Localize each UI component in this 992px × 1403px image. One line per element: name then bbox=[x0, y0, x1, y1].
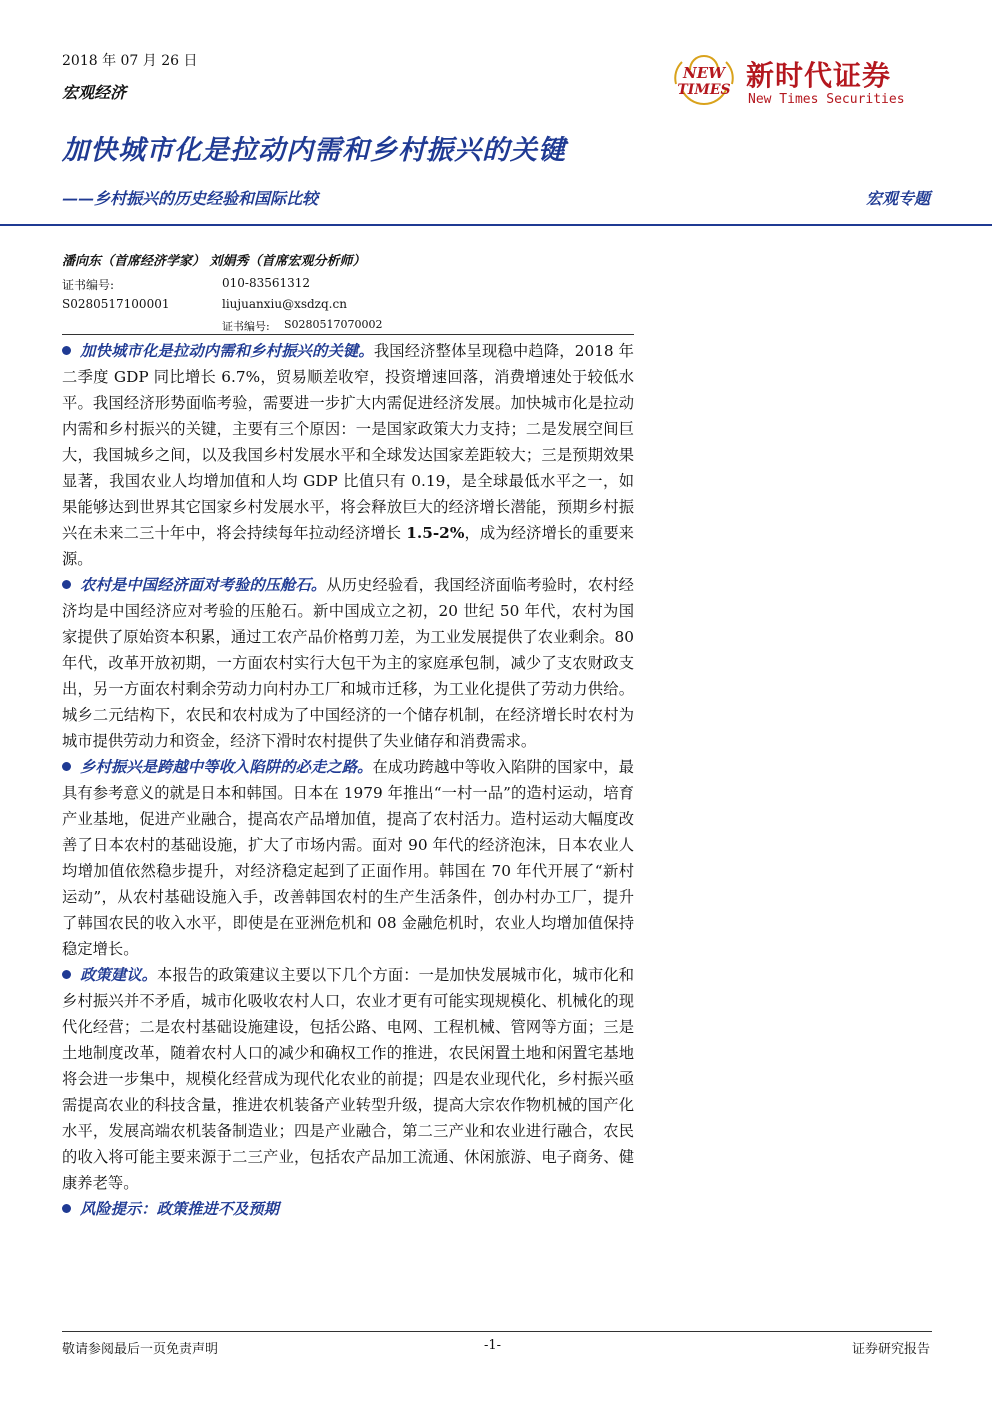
page-number: -1- bbox=[484, 1338, 502, 1353]
section-emphasis: 1.5-2% bbox=[406, 524, 465, 542]
section-text: 本报告的政策建议主要以下几个方面：一是加快发展城市化，城市化和乡村振兴并不矛盾，城市化吸收农村人口，农业才更有可能实现规模化、机械化的现代化经营；二是农村基础设施建设，包括公路、电网、工程机械、管网等方面；三是土地制度改革，随着农村人口的减少和确权工作的推进，农民闲置土地和闲置宅基地将会进一步集中，规模化经营成为现代化农业的前提；四是农业现代化，乡村振兴亟需提高农业的科技含量，推进农机装备产业转型升级，提高大宗农作物机械的国产化水平，发展高端农机装备制造业；四是产业融合，第二三产业和农业进行融合，农民的收入将可能主要来源于二三产业，包括农产品加工流通、休闲旅游、电子商务、健康养老等。 bbox=[62, 966, 634, 1192]
page-subtitle: ——乡村振兴的历史经验和国际比较 bbox=[62, 189, 319, 208]
summary-section-1 bbox=[62, 338, 634, 572]
bullet-icon bbox=[62, 1204, 71, 1213]
logo-mark-text-1: NEW bbox=[683, 64, 725, 82]
analyst-names: 潘向东（首席经济学家） 刘娟秀（首席宏观分析师） bbox=[62, 254, 366, 269]
report-date: 2018 年 07 月 26 日 bbox=[62, 53, 198, 69]
bullet-icon bbox=[62, 346, 71, 355]
section-lead: 乡村振兴是跨越中等收入陷阱的必走之路。 bbox=[80, 758, 373, 776]
cert-number-1: S0280517100001 bbox=[62, 297, 170, 311]
report-category: 宏观经济 bbox=[62, 83, 127, 102]
page-title: 加快城市化是拉动内需和乡村振兴的关键 bbox=[62, 135, 566, 166]
new-times-logo-icon bbox=[668, 52, 740, 108]
bullet-icon bbox=[62, 580, 71, 589]
summary-section-4 bbox=[62, 962, 634, 1196]
cert-number-2: S0280517070002 bbox=[284, 318, 383, 331]
section-text: 我国经济整体呈现稳中趋降，2018 年二季度 GDP 同比增长 6.7%，贸易顺差收窄，投资增速回落，消费增速处于较低水平。我国经济形势面临考验，需要进一步扩大内需促进经济发展。加快城市化是拉动内需和乡村振兴的关键，主要有三个原因：一是国家政策大力支持；二是发展空间巨大，我国城乡之间，以及我国乡村发展水平和全球发达国家差距较大；三是预期效果显著，我国农业人均增加值和人均 GDP 比值只有 0.19，是全球最低水平之一，如果能够达到世界其它国家乡村发展水平，将会释放巨大的经济增长潜能，预期乡村振兴在未来二三十年中，将会持续每年拉动经济增长 bbox=[62, 342, 634, 542]
authors-divider bbox=[62, 334, 634, 335]
cert-label: 证书编号: bbox=[62, 278, 115, 292]
footer-disclaimer: 敬请参阅最后一页免责声明 bbox=[62, 1342, 219, 1357]
section-text: 在成功跨越中等收入陷阱的国家中，最具有参考意义的就是日本和韩国。日本在 1979 年推出“一村一品”的造村运动，培育产业基地，促进产业融合，提高农产品增加值，提高了农村活力。造村运动大幅度改善了日本农村的基础设施，扩大了市场内需。面对 90 年代的经济泡沫，日本农业人均增加值依然稳步提升，对经济稳定起到了正面作用。韩国在 70 年代开展了“新村运动”，从农村基础设施入手，改善韩国农村的生产生活条件，创办村办工厂，提升了韩国农民的收入水平，即使是在亚洲危机和 08 金融危机时，农业人均增加值保持稳定增长。 bbox=[62, 758, 634, 958]
bullet-icon bbox=[62, 970, 71, 979]
summary-section-3 bbox=[62, 754, 634, 962]
header-divider bbox=[0, 224, 992, 226]
summary-body bbox=[62, 338, 634, 1222]
footer-report-label: 证券研究报告 bbox=[851, 1342, 930, 1357]
risk-text: 政策推进不及预期 bbox=[156, 1200, 279, 1218]
logo-english-name: New Times Securities bbox=[748, 92, 905, 107]
section-text: 从历史经验看，我国经济面临考验时，农村经济均是中国经济应对考验的压舱石。新中国成立之初，20 世纪 50 年代，农村为国家提供了原始资本积累，通过工农产品价格剪刀差，为工业发展提供了农业剩余。80 年代，改革开放初期，一方面农村实行大包干为主的家庭承包制，减少了支农财政支出，另一方面农村剩余劳动力向村办工厂和城市迁移，为工业化提供了劳动力供给。城乡二元结构下，农民和农村成为了中国经济的一个储存机制，在经济增长时农村为城市提供劳动力和资金，经济下滑时农村提供了失业储存和消费需求。 bbox=[62, 576, 634, 750]
risk-lead: 风险提示： bbox=[80, 1200, 157, 1218]
bullet-icon bbox=[62, 762, 71, 771]
section-lead: 政策建议。 bbox=[80, 966, 158, 984]
footer-divider bbox=[62, 1331, 932, 1332]
cert-label-2: 证书编号: bbox=[222, 320, 270, 333]
analyst-email[interactable]: liujuanxiu@xsdzq.cn bbox=[222, 297, 347, 311]
summary-section-2 bbox=[62, 572, 634, 754]
logo-mark-text-2: TIMES bbox=[677, 82, 731, 98]
logo-chinese-name: 新时代证券 bbox=[746, 59, 892, 92]
report-type-label: 宏观专题 bbox=[865, 189, 930, 208]
analyst-phone: 010-83561312 bbox=[222, 276, 311, 290]
section-text-tail: ，成为经济增长的重要来源。 bbox=[62, 524, 634, 568]
section-lead: 农村是中国经济面对考验的压舱石。 bbox=[80, 576, 327, 594]
section-lead: 加快城市化是拉动内需和乡村振兴的关键。 bbox=[80, 342, 374, 360]
risk-warning bbox=[62, 1196, 634, 1222]
company-logo bbox=[668, 52, 948, 112]
